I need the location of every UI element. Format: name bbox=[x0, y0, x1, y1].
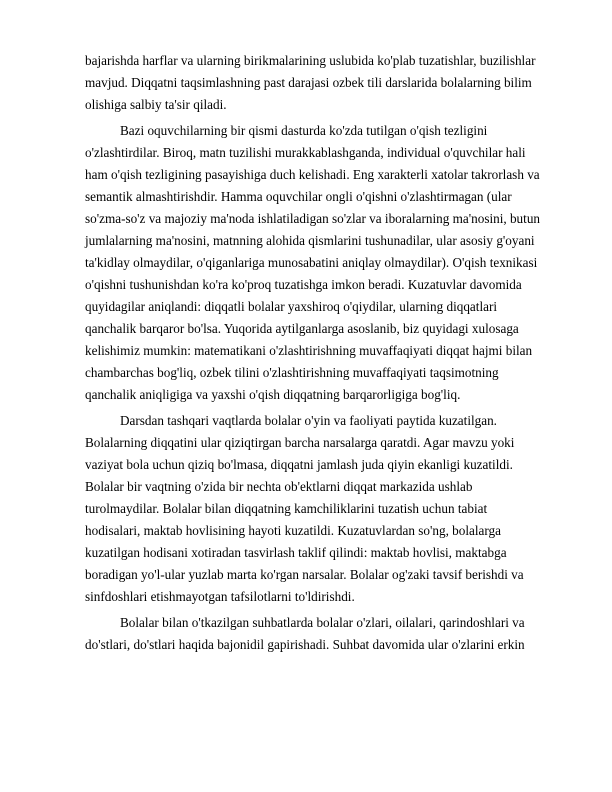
text-line: mavjud. Diqqatni taqsimlashning past darajasi ozbek tili darslarida bolalarning bilim bbox=[85, 75, 532, 90]
text-line: o'zlashtirdilar. Biroq, matn tuzilishi murakkablashganda, individual o'quvchilar hali bbox=[85, 145, 526, 160]
text-line: sinfdoshlari etishmayotgan tafsilotlarni to'ldirishdi. bbox=[85, 589, 355, 604]
text-line: jumlalarning ma'nosini, matnning alohida qismlarini tushunadilar, ular asosiy g'oyani bbox=[85, 233, 535, 248]
text-line: quyidagilar aniqlandi: diqqatli bolalar yaxshiroq o'qiydilar, ularning diqqatlari bbox=[85, 299, 498, 314]
text-line: hodisalari, maktab hovlisining hayoti kuzatildi. Kuzatuvlardan so'ng, bolalarga bbox=[85, 523, 501, 538]
text-line: Bolalar bilan o'tkazilgan suhbatlarda bolalar o'zlari, oilalari, qarindoshlari va bbox=[120, 615, 525, 630]
text-line: ta'kidlay olmaydilar, o'qiganlariga munosabatini aniqlay olmaydilar). O'qish texnikasi bbox=[85, 255, 538, 270]
text-line: ham o'qish tezligining pasayishiga duch kelishadi. Eng xarakterli xatolar takrorlash va bbox=[85, 167, 540, 182]
text-line: olishiga salbiy ta'sir qiladi. bbox=[85, 97, 227, 112]
text-line: Darsdan tashqari vaqtlarda bolalar o'yin va faoliyati paytida kuzatilgan. bbox=[120, 413, 497, 428]
text-line: Bazi oquvchilarning bir qismi dasturda ko'zda tutilgan o'qish tezligini bbox=[120, 123, 488, 138]
text-line: do'stlari, do'stlari haqida bajonidil gapirishadi. Suhbat davomida ular o'zlarini erkin bbox=[85, 637, 525, 652]
text-line: bajarishda harflar va ularning birikmalarining uslubida ko'plab tuzatishlar, buzilishlar bbox=[85, 53, 536, 68]
text-line: kuzatilgan hodisani xotiradan tasvirlash taklif qilindi: maktab hovlisi, maktabga bbox=[85, 545, 507, 560]
text-line: chambarchas bog'liq, ozbek tilini o'zlashtirishning muvaffaqiyati taqsimotning bbox=[85, 365, 499, 380]
text-line: so'zma-so'z va majoziy ma'noda ishlatiladigan so'zlar va iboralarning ma'nosini, butun bbox=[85, 211, 541, 226]
text-line: vaziyat bola uchun qiziq bo'lmasa, diqqatni jamlash juda qiyin ekanligi kuzatildi. bbox=[85, 457, 513, 472]
text-line: boradigan yo'l-ular yuzlab marta ko'rgan narsalar. Bolalar og'zaki tavsif berishdi va bbox=[85, 567, 524, 582]
text-line: Bolalar bir vaqtning o'zida bir nechta ob'ektlarni diqqat markazida ushlab bbox=[85, 479, 473, 494]
text-line: turolmaydilar. Bolalar bilan diqqatning kamchiliklarini tuzatish uchun tabiat bbox=[85, 501, 488, 516]
text-line: kelishimiz mumkin: matematikani o'zlashtirishning muvaffaqiyati diqqat hajmi bilan bbox=[85, 343, 533, 358]
text-line: qanchalik aniqligiga va yaxshi o'qish diqqatning barqarorligiga bog'liq. bbox=[85, 387, 461, 402]
text-line: qanchalik barqaror bo'lsa. Yuqorida aytilganlarga asoslanib, biz quyidagi xulosaga bbox=[85, 321, 519, 336]
document-body-text bbox=[85, 50, 569, 656]
text-line: Bolalarning diqqatini ular qiziqtirgan barcha narsalarga qaratdi. Agar mavzu yoki bbox=[85, 435, 515, 450]
text-line: semantik almashtirishdir. Hamma oquvchilar ongli o'qishni o'zlashtirmagan (ular bbox=[85, 189, 512, 204]
text-line: o'qishni tushunishdan ko'ra ko'proq tuzatishga imkon beradi. Kuzatuvlar davomida bbox=[85, 277, 522, 292]
